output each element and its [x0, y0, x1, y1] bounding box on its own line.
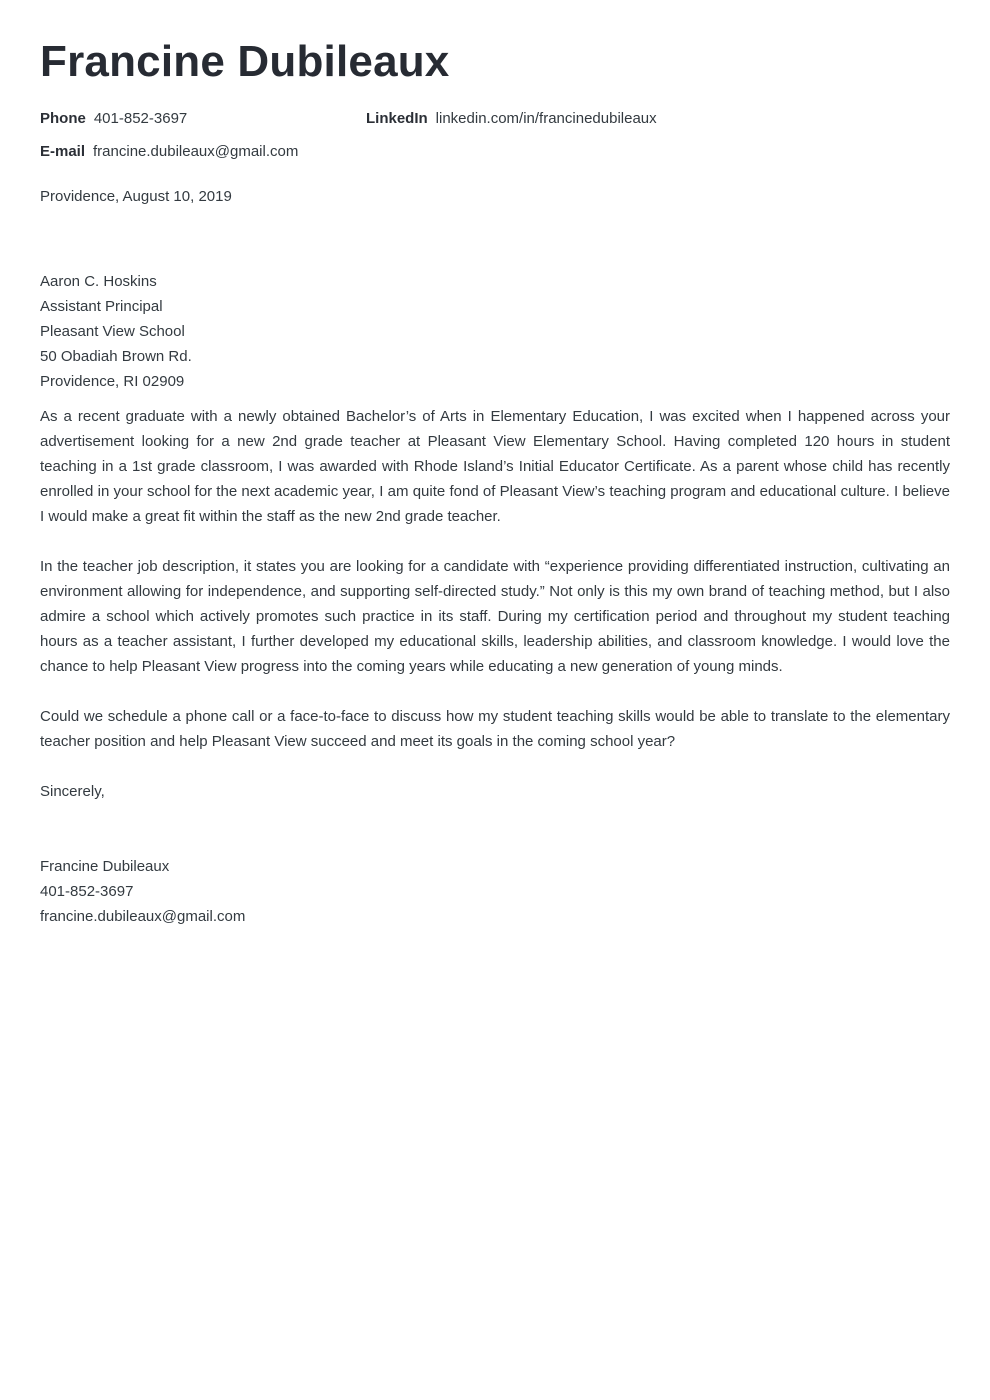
- letter-body: [40, 404, 950, 929]
- date-line: Providence, August 10, 2019: [40, 188, 232, 205]
- phone-value: 401-852-3697: [93, 110, 188, 127]
- email-label: E-mail: [40, 143, 86, 160]
- signature-phone: 401-852-3697: [40, 883, 134, 900]
- recipient-title: Assistant Principal: [40, 298, 163, 315]
- signature-email: francine.dubileaux@gmail.com: [40, 908, 246, 925]
- linkedin-value[interactable]: linkedin.com/in/francinedubileaux: [435, 110, 657, 127]
- applicant-name: Francine Dubileaux: [40, 37, 450, 86]
- body-paragraph: In the teacher job description, it states you are looking for a candidate with “experience providing differentiated instruction, cultivating an environment allowing for independence, and supporting self-directed study.” Not only is this my own brand of teaching method, but I also admire a school which actively promotes such practice in its staff. During my certification period and throughout my student teaching hours as a teacher assistant, I further developed my educational skills, leadership abilities, and classroom knowledge. I would love the chance to help Pleasant View progress into the coming years while educating a new generation of young minds.: [40, 558, 950, 675]
- recipient-block: [40, 269, 192, 394]
- body-paragraph: As a recent graduate with a newly obtained Bachelor’s of Arts in Elementary Education, I was excited when I happened across your advertisement looking for a new 2nd grade teacher at Pleasant View Elementary School. Having completed 120 hours in student teaching in a 1st grade classroom, I was awarded with Rhode Island’s Initial Educator Certificate. As a parent whose child has recently enrolled in your school for the next academic year, I am quite fond of Pleasant View’s teaching program and educational culture. I believe I would make a great fit within the staff as the new 2nd grade teacher.: [40, 408, 950, 525]
- linkedin-contact: [366, 109, 657, 129]
- body-paragraph: Could we schedule a phone call or a face-to-face to discuss how my student teaching skills would be able to translate to the elementary teacher position and help Pleasant View succeed and meet its goals in the coming school year?: [40, 708, 950, 750]
- recipient-organization: Pleasant View School: [40, 323, 185, 340]
- recipient-name: Aaron C. Hoskins: [40, 273, 157, 290]
- phone-label: Phone: [40, 110, 86, 127]
- recipient-city: Providence, RI 02909: [40, 373, 185, 390]
- recipient-street: 50 Obadiah Brown Rd.: [40, 348, 192, 365]
- signature-name: Francine Dubileaux: [40, 858, 170, 875]
- signature-block: [40, 854, 950, 929]
- email-value[interactable]: francine.dubileaux@gmail.com: [93, 143, 299, 160]
- linkedin-label: LinkedIn: [366, 110, 428, 127]
- contact-row-email: [40, 142, 298, 162]
- closing-salutation: Sincerely,: [40, 783, 105, 800]
- contact-row-phone-linkedin: [40, 109, 657, 129]
